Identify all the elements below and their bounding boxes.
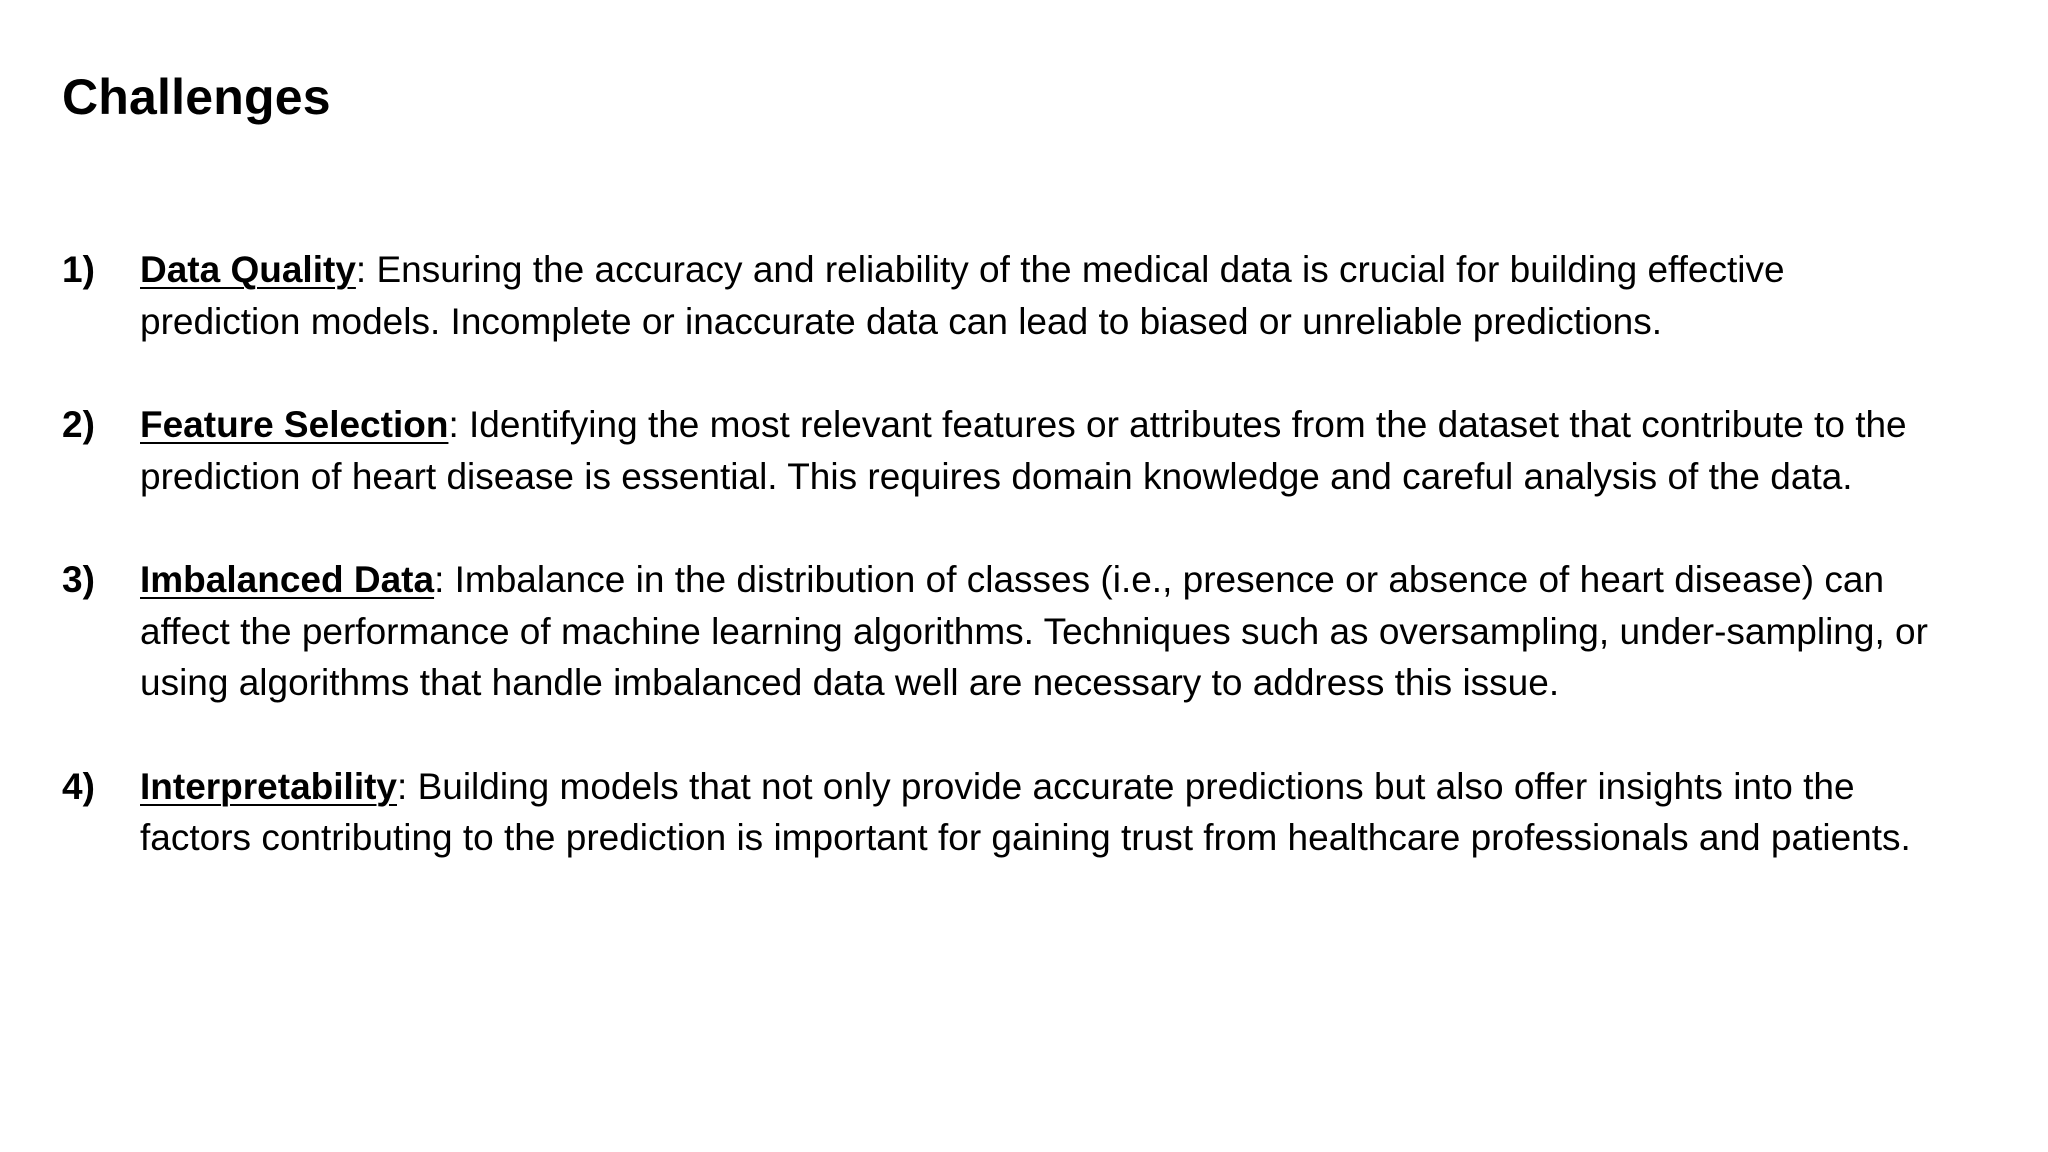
challenge-item-interpretability	[62, 761, 1942, 864]
challenge-item-imbalanced-data	[62, 554, 1942, 709]
item-term: Feature Selection	[140, 404, 449, 445]
item-description: Ensuring the accuracy and reliability of the medical data is crucial for building effective prediction models. Incomplete or inaccurate data can lead to biased or unreliable predictions.	[140, 249, 1785, 342]
item-separator: :	[448, 404, 469, 445]
item-number: 4)	[62, 765, 95, 807]
item-description: Identifying the most relevant features or attributes from the dataset that contribute to the prediction of heart disease is essential. This requires domain knowledge and careful analysis of the data.	[140, 404, 1907, 497]
item-term: Data Quality	[140, 249, 356, 290]
item-separator: :	[355, 249, 377, 290]
item-number: 3)	[62, 559, 95, 600]
item-number: 1)	[62, 249, 95, 290]
challenge-item-data-quality	[62, 244, 1942, 347]
item-text	[140, 761, 1942, 864]
slide-title: Challenges	[62, 69, 331, 125]
item-number: 2)	[62, 404, 95, 445]
challenge-list	[62, 244, 1942, 864]
item-description: Building models that not only provide accurate predictions but also offer insights into the factors contributing to the prediction is important for gaining trust from healthcare professionals and patients.	[140, 765, 1911, 858]
item-term: Interpretability	[140, 765, 397, 807]
challenge-item-feature-selection	[62, 399, 1942, 502]
item-description: Imbalance in the distribution of classes (i.e., presence or absence of heart disease) can affect the performance of machine learning algorithms. Techniques such as oversampling, under-sampling, or using algorithms that handle imbalanced data well are necessary to address this issue.	[140, 559, 1928, 703]
item-term: Imbalanced Data	[140, 559, 435, 600]
item-separator: :	[434, 559, 455, 600]
item-text	[140, 244, 1942, 347]
item-text	[140, 554, 1942, 709]
item-separator: :	[397, 765, 418, 807]
item-text	[140, 399, 1942, 502]
